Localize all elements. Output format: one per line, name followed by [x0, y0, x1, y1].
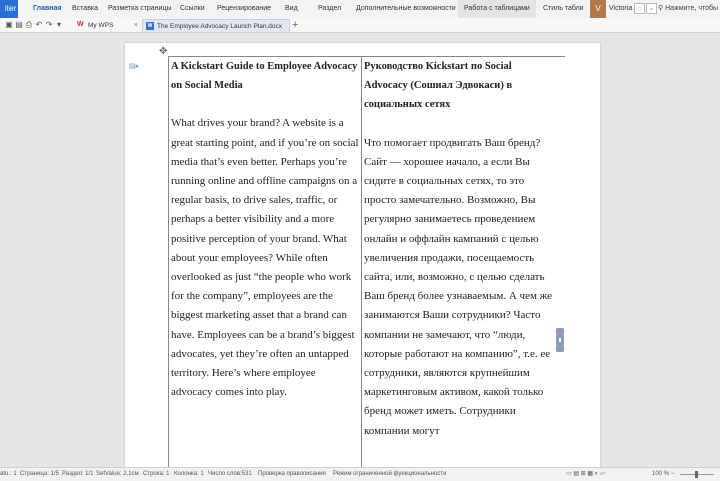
- menu-page-layout[interactable]: Разметка страницы: [108, 5, 172, 12]
- view-mode-icons[interactable]: ▭ ▤ ⊞ ▦ ◐ ▱: [566, 471, 605, 477]
- table-column-divider[interactable]: [361, 56, 362, 476]
- user-name[interactable]: Victoria: [609, 5, 633, 12]
- menu-table-tools[interactable]: Работа с таблицами: [458, 0, 536, 18]
- menu-home[interactable]: Главная: [33, 5, 62, 12]
- zoom-out-icon[interactable]: −: [671, 471, 675, 477]
- status-spellcheck[interactable]: Проверка правописания: [258, 471, 326, 477]
- ribbon-menubar: [0, 0, 720, 19]
- print-icon[interactable]: ⎙: [25, 20, 33, 29]
- russian-title: Руководство Kickstart по Social Advocacy (Сошиал Эдвокаси) в социальных сетях: [364, 61, 513, 111]
- open-folder-icon[interactable]: ▤: [15, 20, 23, 29]
- cloud-sync-icon[interactable]: ◌: [634, 3, 645, 14]
- russian-body: Что помогает продвигать Ваш бренд? Сайт — хорошее начало, а если Вы сидите в социальных сетях, то это просто замечательно. Возможно, Вы регулярно занимаетесь проведением онлайн и оффлайн кампаний с целью увеличения продажи, посещаемость сайта, или, возможно, с целью сделать Ваш бренд более узнаваемым. А чем же занимаются Ваши сотрудники? Часто компании не замечают, что “люди, которые работают на компанию”, т.е. ее сотрудники, являются крупнейшим маркетинговым активом, какой только бренд может иметь. Сотрудники компании могут: [364, 136, 553, 437]
- search-placeholder: Нажмите, чтобы: [665, 5, 719, 12]
- status-line: Строка: 1: [143, 471, 170, 477]
- chevron-down-icon[interactable]: ▾: [56, 20, 61, 29]
- status-word-count: Число слов:531: [208, 471, 252, 477]
- table-move-handle-icon[interactable]: ✥: [159, 46, 168, 57]
- search-icon: ⚲: [658, 5, 666, 12]
- tab-label: My WPS: [88, 22, 114, 29]
- menu-table-style[interactable]: Стиль табли: [543, 5, 584, 12]
- paragraph-marker-icon[interactable]: ▤▸: [129, 63, 140, 70]
- save-icon[interactable]: ▣: [5, 20, 13, 29]
- menu-insert[interactable]: Вставка: [72, 5, 99, 12]
- status-pages: atu.: 1: [0, 471, 17, 477]
- status-section: Раздел: 1/1: [62, 471, 94, 477]
- undo-icon[interactable]: ↶: [35, 20, 43, 29]
- status-column: Колонка: 1: [174, 471, 204, 477]
- zoom-slider-thumb[interactable]: [695, 471, 698, 478]
- redo-icon[interactable]: ↷: [45, 20, 53, 29]
- tab-employee-advocacy-doc[interactable]: [142, 19, 290, 32]
- tab-label: The Employee Advocacy Launch Plan.docx: [157, 23, 283, 30]
- english-body: What drives your brand? A website is a great starting point, and if you’re on social media that’s even better. Perhaps you’re running online and offline campaigns on a regular basis, to drive sales, traffic, or perhaps a better visibility and a more positive perception of your brand. What about your employees? While often overlooked as just “the people who work for the company”, employees are the biggest marketing asset that a brand can have. Employees can be a brand’s biggest advocates, yet they’re often an untapped territory. Here’s where employee advocacy comes into play.: [171, 117, 359, 399]
- status-bar: [0, 467, 720, 481]
- zoom-level[interactable]: 100 %: [652, 471, 670, 477]
- table-resize-handle[interactable]: [556, 328, 564, 352]
- add-tab-button[interactable]: +: [292, 19, 299, 31]
- app-menu-button[interactable]: iter: [0, 0, 18, 18]
- document-tabs-bar: [0, 18, 720, 33]
- status-restricted-mode: Режим ограниченной функциональности: [333, 471, 447, 477]
- menu-extra-features[interactable]: Дополнительные возможности: [356, 5, 456, 12]
- settings-icon[interactable]: ▫: [646, 3, 657, 14]
- avatar[interactable]: V: [590, 0, 606, 18]
- word-doc-icon: W: [147, 23, 153, 29]
- menu-references[interactable]: Ссылки: [180, 5, 205, 12]
- search-input[interactable]: [658, 2, 720, 16]
- english-title: A Kickstart Guide to Employee Advocacy on Social Media: [171, 61, 358, 92]
- close-icon[interactable]: ×: [133, 22, 138, 29]
- table-cell-russian[interactable]: [364, 57, 554, 441]
- table-cell-english[interactable]: [171, 57, 359, 402]
- menu-review[interactable]: Рецензирование: [217, 5, 272, 12]
- menu-view[interactable]: Вид: [285, 5, 298, 12]
- status-page: Страница: 1/5: [20, 471, 59, 477]
- status-setvalue: SetValue: 2,1см: [96, 471, 139, 477]
- tab-my-wps[interactable]: [74, 19, 142, 32]
- menu-section[interactable]: Раздел: [318, 5, 342, 12]
- wps-logo-icon: W: [77, 21, 84, 28]
